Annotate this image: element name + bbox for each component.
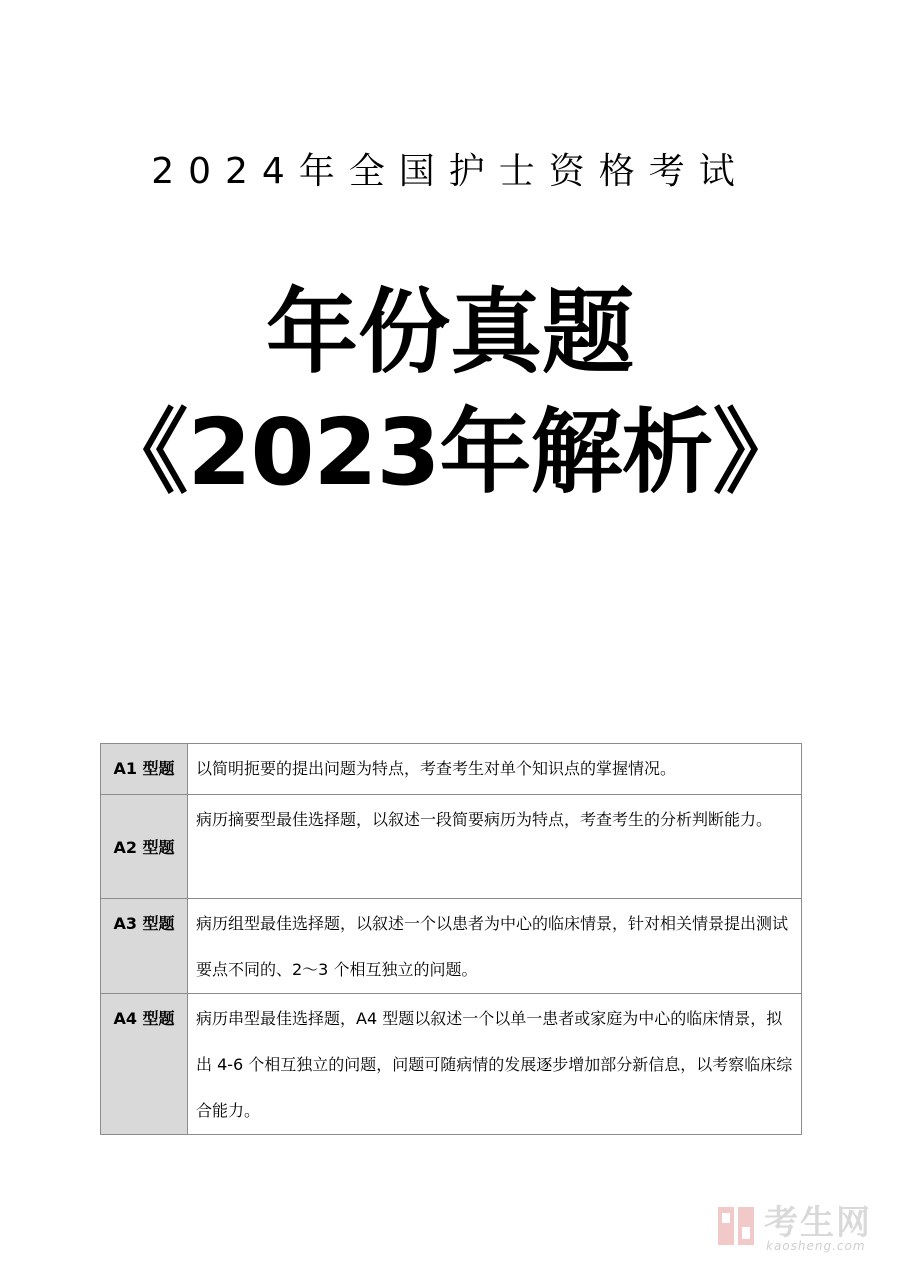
- title-line-1: 年份真题: [265, 279, 634, 386]
- subtitle: 2024年全国护士资格考试: [151, 151, 749, 192]
- type-description: 病历组型最佳选择题，以叙述一个以患者为中心的临床情景，针对相关情景提出测试要点不同的、2～3 个相互独立的问题。: [188, 899, 802, 994]
- question-types-table: [100, 743, 802, 1135]
- type-label: A3 型题: [101, 899, 188, 994]
- type-label: A4 型题: [101, 994, 188, 1135]
- type-label: A1 型题: [101, 744, 188, 795]
- title-line-2: 《2023年解析》: [96, 399, 804, 506]
- watermark-url: kaosheng.com: [766, 1239, 866, 1253]
- table-row: [101, 744, 802, 795]
- table-row: [101, 994, 802, 1135]
- watermark: [716, 1203, 886, 1259]
- table-row: [101, 795, 802, 899]
- watermark-text: 考生网: [764, 1203, 872, 1243]
- kaosheng-logo-icon: [716, 1203, 756, 1249]
- table-row: [101, 899, 802, 994]
- type-description: 病历串型最佳选择题，A4 型题以叙述一个以单一患者或家庭为中心的临床情景，拟出 4-6 个相互独立的问题，问题可随病情的发展逐步增加部分新信息，以考察临床综合能力。: [188, 994, 802, 1135]
- type-description: 以简明扼要的提出问题为特点，考查考生对单个知识点的掌握情况。: [188, 744, 802, 795]
- type-label: A2 型题: [101, 795, 188, 899]
- type-description: 病历摘要型最佳选择题，以叙述一段简要病历为特点，考查考生的分析判断能力。: [188, 795, 802, 899]
